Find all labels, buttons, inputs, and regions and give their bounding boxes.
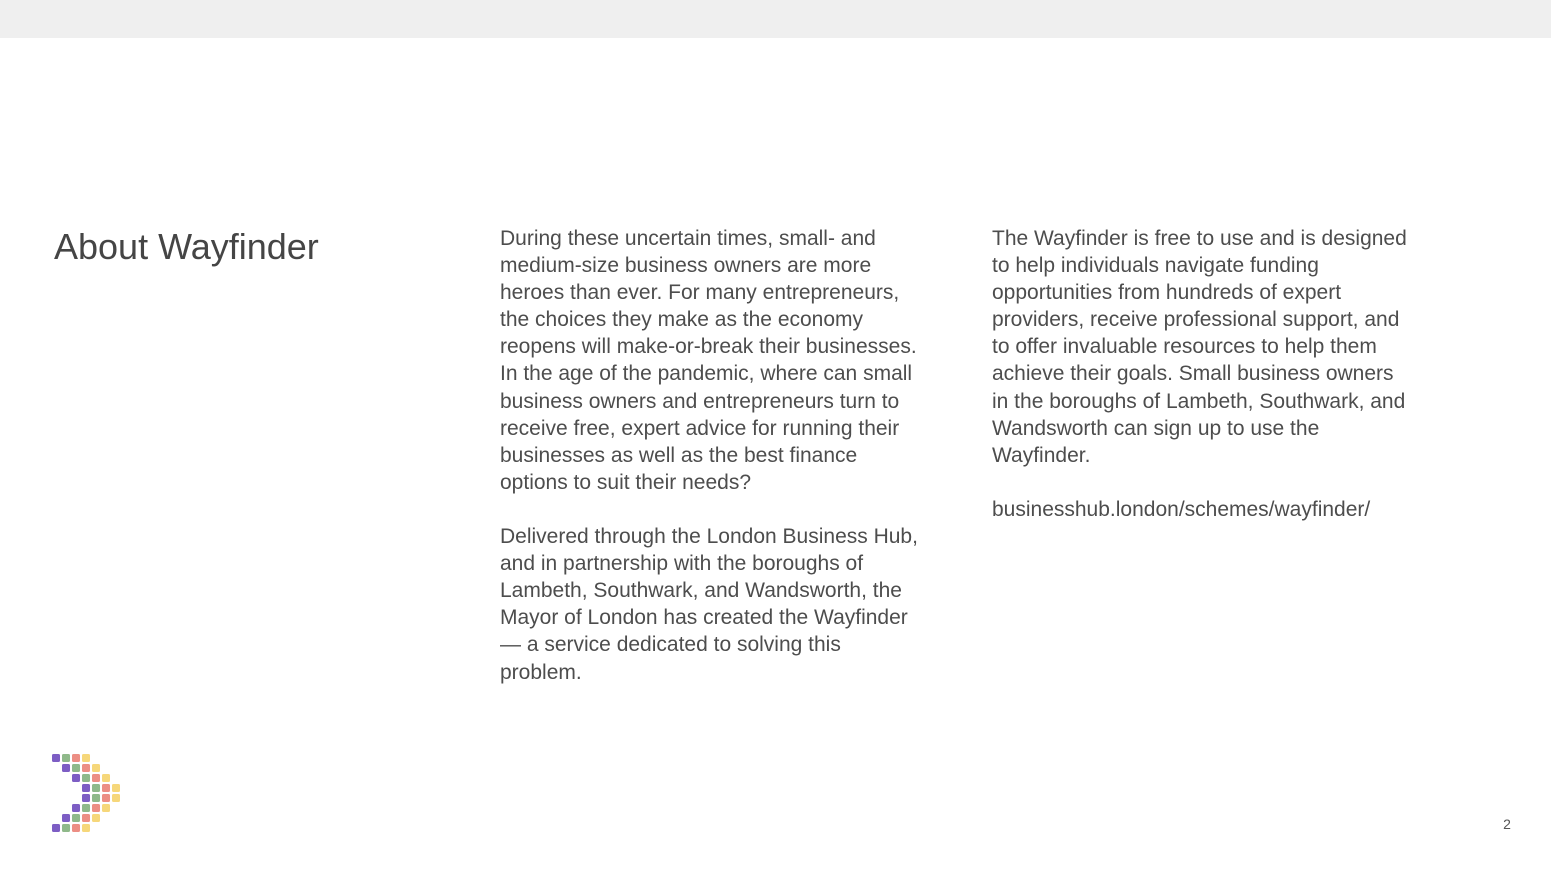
logo-square: [102, 784, 110, 792]
logo-square: [52, 824, 60, 832]
service-paragraph: The Wayfinder is free to use and is designed to help individuals navigate funding opportunities from hundreds of expert providers, receive professional support, and to offer invaluable resources to help them achieve their goals. Small business owners in the boroughs of Lambeth, Southwark, and Wandsworth can sign up to use the Wayfinder.: [992, 227, 1413, 467]
logo-square: [92, 764, 100, 772]
logo-square: [92, 814, 100, 822]
logo-square: [82, 754, 90, 762]
logo-square: [102, 774, 110, 782]
logo-square: [92, 794, 100, 802]
logo-square: [92, 804, 100, 812]
logo-square: [62, 824, 70, 832]
left-text-column: [500, 225, 929, 713]
logo-square: [82, 784, 90, 792]
logo-square: [72, 764, 80, 772]
logo-square: [62, 764, 70, 772]
logo-square: [62, 814, 70, 822]
right-text-column: [992, 225, 1412, 550]
delivery-paragraph: Delivered through the London Business Hub, and in partnership with the boroughs of Lambeth, Southwark, and Wandsworth, the Mayor of London has created the Wayfinder — a service dedicated to solving this problem.: [500, 525, 924, 684]
logo-square: [72, 774, 80, 782]
logo-square: [112, 794, 120, 802]
logo-square: [82, 774, 90, 782]
logo-square: [62, 754, 70, 762]
wayfinder-chevron-logo-icon: [52, 754, 126, 836]
logo-square: [92, 784, 100, 792]
logo-square: [92, 774, 100, 782]
logo-square: [72, 814, 80, 822]
intro-paragraph: During these uncertain times, small- and medium-size business owners are more heroes than ever. For many entrepreneurs, the choices they make as the economy reopens will make-or-break their businesses. In the age of the pandemic, where can small business owners and entrepreneurs turn to receive free, expert advice for running their businesses as well as the best finance options to suit their needs?: [500, 227, 929, 494]
logo-square: [112, 784, 120, 792]
logo-square: [72, 754, 80, 762]
logo-square: [102, 794, 110, 802]
logo-square: [52, 754, 60, 762]
logo-square: [72, 824, 80, 832]
page-number: 2: [1503, 816, 1511, 832]
logo-square: [82, 764, 90, 772]
top-bar: [0, 0, 1551, 38]
logo-square: [102, 804, 110, 812]
logo-square: [72, 804, 80, 812]
slide-title: About Wayfinder: [54, 226, 319, 267]
logo-square: [82, 814, 90, 822]
wayfinder-link[interactable]: businesshub.london/schemes/wayfinder/: [992, 497, 1371, 521]
logo-square: [82, 824, 90, 832]
logo-square: [82, 804, 90, 812]
logo-square: [82, 794, 90, 802]
